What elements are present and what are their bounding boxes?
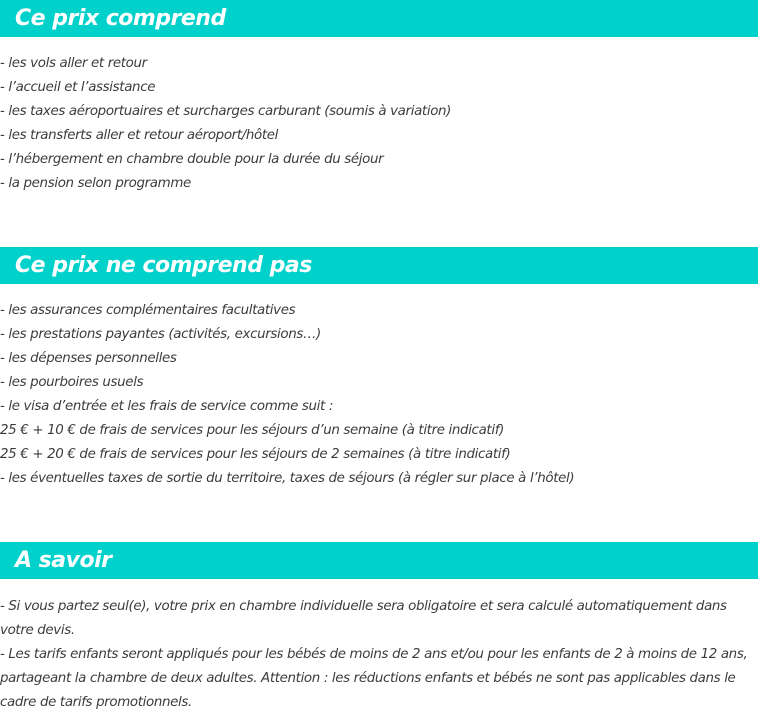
list-item: - les assurances complémentaires facultatives xyxy=(0,303,296,318)
list-item: - l’hébergement en chambre double pour la durée du séjour xyxy=(0,152,384,167)
info-paragraph: - Si vous partez seul(e), votre prix en chambre individuelle sera obligatoire et sera calculé automatiquement dans votre devis. xyxy=(0,599,727,638)
list-item: - les pourboires usuels xyxy=(0,375,144,390)
section-header-included xyxy=(0,0,758,37)
section-header-not-included xyxy=(0,247,758,284)
section-title: Ce prix comprend xyxy=(15,6,226,31)
list-item: - les taxes aéroportuaires et surcharges carburant (soumis à variation) xyxy=(0,104,452,119)
list-item: 25 € + 20 € de frais de services pour les séjours de 2 semaines (à titre indicatif) xyxy=(0,447,511,462)
not-included-list xyxy=(0,299,758,491)
list-item: - l’accueil et l’assistance xyxy=(0,80,156,95)
good-to-know-text xyxy=(0,595,758,715)
list-item: - le visa d’entrée et les frais de service comme suit : xyxy=(0,399,333,414)
list-item: - les transferts aller et retour aéroport/hôtel xyxy=(0,128,279,143)
info-paragraph: - Les tarifs enfants seront appliqués pour les bébés de moins de 2 ans et/ou pour les enfants de 2 à moins de 12 ans, partageant la chambre de deux adultes. Attention : les réductions enfants et bébés ne sont pas applicables dans le cadre de tarifs promotionnels. xyxy=(0,647,748,710)
list-item: - les prestations payantes (activités, excursions…) xyxy=(0,327,321,342)
list-item: - les vols aller et retour xyxy=(0,56,147,71)
list-item: - les éventuelles taxes de sortie du territoire, taxes de séjours (à régler sur place à l’hôtel) xyxy=(0,471,575,486)
list-item: 25 € + 10 € de frais de services pour les séjours d’un semaine (à titre indicatif) xyxy=(0,423,504,438)
list-item: - les dépenses personnelles xyxy=(0,351,177,366)
section-title: Ce prix ne comprend pas xyxy=(15,253,312,278)
section-title: A savoir xyxy=(15,548,112,573)
section-header-good-to-know xyxy=(0,542,758,579)
included-list xyxy=(0,52,758,196)
list-item: - la pension selon programme xyxy=(0,176,191,191)
